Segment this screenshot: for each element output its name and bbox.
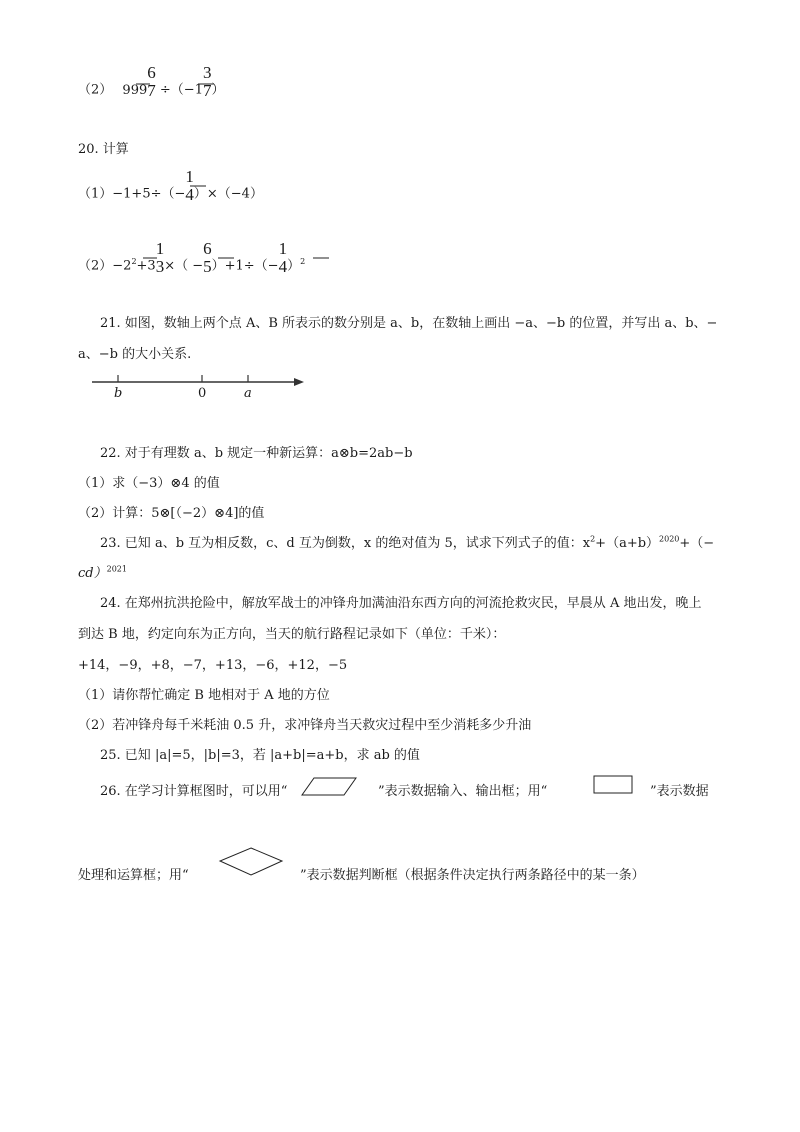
q19-close: ） [211,82,225,98]
q24-line2: 到达 B 地，约定向东为正方向，当天的航行路程记录如下（单位：千米）： [78,627,506,642]
q24-part2: （2）若冲锋舟每千米耗油 0.5 升，求冲锋舟当天救灾过程中至少消耗多少升油 [78,718,532,733]
q23-line1 [100,532,714,551]
q23-cd: cd） [78,566,107,581]
q20-p2-frac3-den: 4 [278,257,288,276]
q26-part3: ”表示数据 [650,784,709,799]
q22-part2: （2）计算：5⊗[（−2）⊗4]的值 [78,506,265,521]
rectangle-icon [592,774,636,796]
q22-line1: 22. 对于有理数 a、b 规定一种新运算：a⊗b=2ab−b [100,446,413,461]
q20-p2-frac1-den: 3 [155,257,165,276]
q20-p2-a: +3 [136,258,156,274]
q23-exp1: 2020 [659,534,680,544]
parallelogram-icon [300,776,360,798]
q20-p1-tail: ）×（−4） [193,186,263,202]
fraction-bars [0,0,800,300]
q19-div: ÷（ [159,82,184,98]
q26-part1: 26. 在学习计算框图时，可以用“ [100,784,288,799]
q21-line1: 21. 如图，数轴上两个点 A、B 所表示的数分别是 a、b，在数轴上画出 −a、−b 的位置，并写出 a、b、− [100,316,718,331]
q20-p2-exp: 2 [131,257,137,267]
q19-frac2-num: 3 [202,63,212,82]
number-line-label-b: b [114,386,123,401]
q19-frac2-den: 7 [202,81,212,100]
q20-p2-frac2-den: 5 [203,257,212,276]
q23-line2 [78,562,127,581]
q23-exp-x: 2 [590,534,596,544]
number-line-label-0: 0 [198,386,207,401]
q23-exp2: 2021 [106,564,127,574]
q20-p2-d: ） [287,258,301,274]
q19-p2-label: （2） [78,82,113,98]
q24-line3: +14，−9，+8，−7，+13，−6，+12，−5 [78,658,348,673]
q19-frac1-num: 6 [147,63,156,82]
number-line-label-a: a [244,386,252,401]
q20-p2-exp2: 2 [300,257,306,267]
q26-line2a: 处理和运算框；用“ [78,868,189,883]
q19-whole1: 999 [122,82,148,98]
q20-title: 20. 计算 [78,142,129,157]
q21-line2: a、−b 的大小关系. [78,347,192,362]
q23-mid: +（a+b） [595,536,660,551]
q19-frac1-den: 7 [147,81,156,100]
q26-part2: ”表示数据输入、输出框；用“ [378,784,548,799]
diamond-icon [218,846,284,878]
q20-p2-frac3-num: 1 [278,239,288,258]
q20-p1-frac-den: 4 [185,185,194,204]
q24-part1: （1）请你帮忙确定 B 地相对于 A 地的方位 [78,688,330,703]
q25-line1: 25. 已知 |a|=5，|b|=3，若 |a+b|=a+b，求 ab 的值 [100,748,420,763]
q23-text: 23. 已知 a、b 互为相反数，c、d 互为倒数，x 的绝对值为 5，试求下列式子的值：x [100,536,591,551]
q20-p2-frac2-num: 6 [203,239,212,258]
q24-line1: 24. 在郑州抗洪抢险中，解放军战士的冲锋舟加满油沿东西方向的河流抢救灾民，早晨从 A 地出发，晚上 [100,596,702,611]
q20-p2-label: （2）−2 [78,258,132,274]
q20-p1-frac-num: 1 [185,167,194,186]
q20-p2-b: ×（ − [164,258,204,274]
q19-whole2: −1 [183,82,203,98]
q22-part1: （1）求（−3）⊗4 的值 [78,476,220,491]
q20-p1-label: （1）−1+5÷（− [78,186,186,202]
q20-p2-frac1-num: 1 [155,239,165,258]
q26-line2b: ”表示数据判断框（根据条件决定执行两条路径中的某一条） [300,868,645,883]
q23-tail: +（− [679,536,715,551]
q20-p2-c: ）+1÷（− [211,258,279,274]
